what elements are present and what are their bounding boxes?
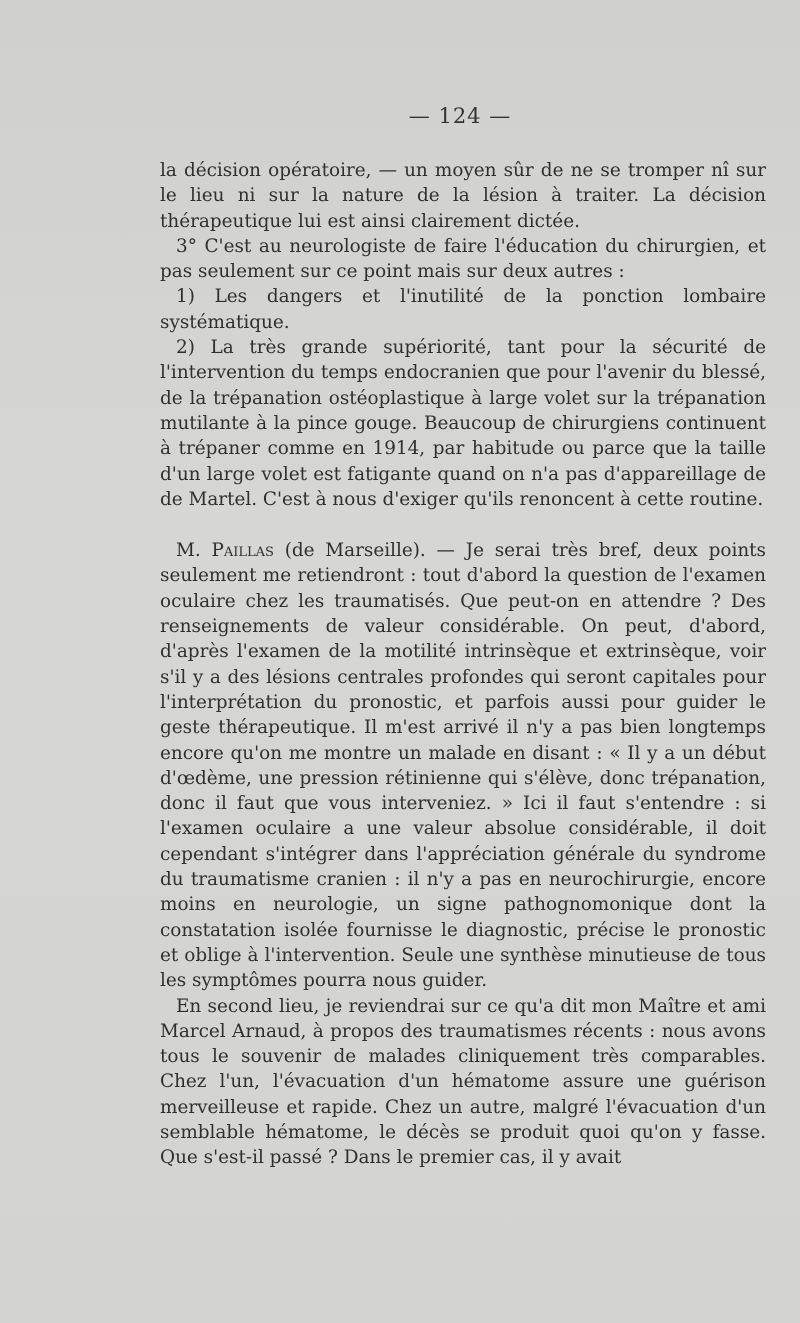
paragraph-item-1: 1) Les dangers et l'inutilité de la ponction lombaire systématique.: [160, 286, 766, 333]
paragraph-decision: la décision opératoire, — un moyen sûr de ne se tromper nî sur le lieu ni sur la nature de la lésion à traiter. La décision thérapeutique lui est ainsi clairement dictée.: [160, 160, 766, 232]
section-gap: [160, 512, 766, 538]
body-text: [160, 158, 766, 1171]
paragraph-second-point: En second lieu, je reviendrai sur ce qu'a dit mon Maître et ami Marcel Arnaud, à propos des traumatismes récents : nous avons tous le souvenir de malades cliniquement très comparables. Chez l'un, l'évacuation d'un hématome assure une guérison merveilleuse et rapide. Chez un autre, malgré l'évacuation d'un semblable hématome, le décès se produit quoi qu'on y fasse. Que s'est-il passé ? Dans le premier cas, il y avait: [160, 995, 766, 1169]
paragraph-item-2: 2) La très grande supériorité, tant pour la sécurité de l'intervention du temps endocranien que pour l'avenir du blessé, de la trépanation ostéoplastique à large volet sur la trépanation mutilante à la pince gouge. Beaucoup de chirurgiens continuent à trépaner comme en 1914, par habitude ou parce que la taille d'un large volet est fatigante quand on n'a pas d'appareillage de de Martel. C'est à nous d'exiger qu'ils renoncent à cette routine.: [160, 337, 766, 510]
speaker-text: (de Marseille). — Je serai très bref, deux points seulement me retiendront : tout d'abord la question de l'examen oculaire chez les traumatisés. Que peut-on en attendre ? Des renseignements de valeur considérable. On peut, d'abord, d'après l'examen de la motilité intrinsèque et extrinsèque, voir s'il y a des lésions centrales profondes qui seront capitales pour l'interprétation du pronostic, et parfois aussi pour guider le geste thérapeutique. Il m'est arrivé il n'y a pas bien longtemps encore qu'on me montre un malade en disant : « Il y a un début d'œdème, une pression rétinienne qui s'élève, donc trépanation, donc il faut que vous interveniez. » Ici il faut s'entendre : si l'examen oculaire a une valeur absolue considérable, il doit cependant s'intégrer dans l'appréciation générale du syndrome du traumatisme cranien : il n'y a pas en neurochirurgie, encore moins en neurologie, un signe pathognomonique dont la constatation isolée fournisse le diagnostic, précise le pronostic et oblige à l'intervention. Seule une synthèse minutieuse de tous les symptômes pourra nous guider.: [160, 540, 766, 992]
paragraph-paillas: [160, 538, 766, 993]
paragraph-point-3: 3° C'est au neurologiste de faire l'éducation du chirurgien, et pas seulement sur ce point mais sur deux autres :: [160, 235, 766, 283]
page-number: — 124 —: [408, 104, 512, 128]
speaker-name: M. Paillas: [176, 540, 274, 562]
